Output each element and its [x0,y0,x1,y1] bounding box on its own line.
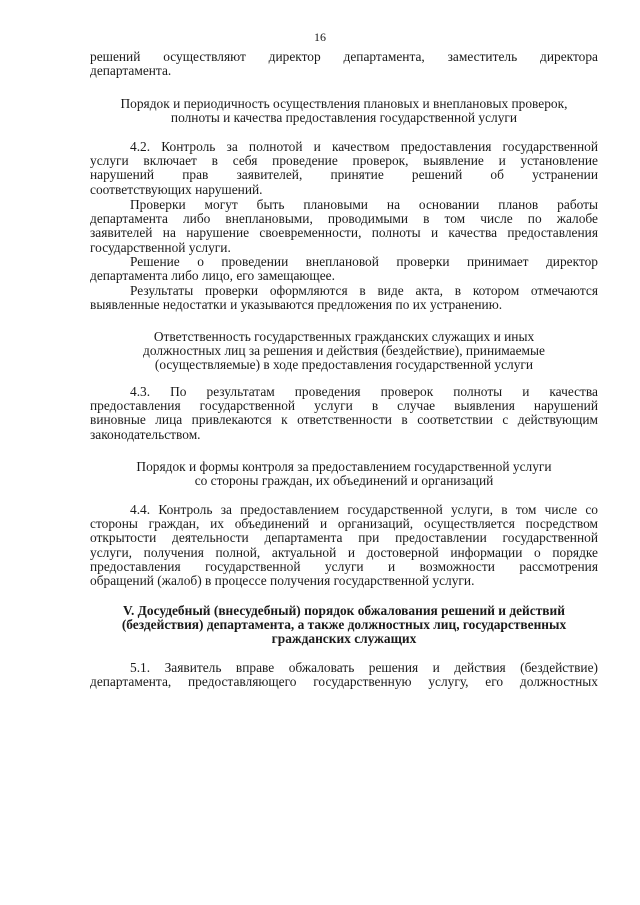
heading-line: со стороны граждан, их объединений и организаций [194,473,494,489]
text-line: Проверки могут быть плановыми на основании планов работы [130,197,598,212]
heading-line: должностных лиц за решения и действия (бездействие), принимаемые [143,343,545,359]
section-heading-responsibility [90,330,598,373]
text-line: открытости деятельности департамента при предоставлении государственной [90,530,598,546]
text-line: виновные лица привлекаются к ответственности в соответствии с действующим [90,412,598,428]
text-line: департамента либо лицо, его замещающее. [90,268,335,284]
text-line: департамента, предоставляющего государственную услугу, его должностных [90,674,598,690]
heading-line: полноты и качества предоставления государственной услуги [170,110,518,126]
text-line: соответствующих нарушений. [90,181,263,197]
intro-line: департамента. [90,63,172,79]
paragraph-checks [90,198,598,255]
text-line: 4.3. По результатам проведения проверок полноты и качества [130,384,598,399]
text-line: нарушений прав заявителей, принятие решений об устранении [90,167,598,183]
text-line: обращений (жалоб) в процессе получения государственной услуги. [90,573,475,589]
text-line: департамента либо внеплановыми, проводимыми в том числе по жалобе [90,211,598,227]
paragraph-4-3 [90,385,598,442]
text-line: стороны граждан, их объединений и организаций, осуществляется посредством [90,516,598,532]
paragraph-5-1 [90,661,598,689]
heading-line: (осуществляемые) в ходе предоставления государственной услуги [154,357,534,373]
intro-paragraph [90,50,598,78]
text-line: услуги включает в себя проведение проверок, выявление и установление [90,153,598,169]
heading-line: Порядок и периодичность осуществления плановых и внеплановых проверок, [120,96,568,111]
section-heading-plan [90,97,598,125]
intro-line: решений осуществляют директор департамента, заместитель директора [90,49,598,64]
heading-line: Ответственность государственных гражданских служащих и иных [153,329,535,344]
heading-line: гражданских служащих [271,631,417,647]
text-line: 5.1. Заявитель вправе обжаловать решения и действия (бездействие) [130,660,598,675]
text-line: законодательством. [90,426,201,442]
section-heading-appeal [90,604,598,647]
paragraph-results [90,284,598,312]
text-line: 4.4. Контроль за предоставлением государственной услуги, в том числе со [130,502,598,517]
paragraph-4-2 [90,140,598,197]
heading-line: V. Досудебный (внесудебный) порядок обжалования решений и действий [123,603,565,618]
text-line: предоставления государственной услуги и возможности рассмотрения [90,558,598,574]
text-line: выявленные недостатки и указываются предложения по их устранению. [90,297,503,313]
text-line: Результаты проверки оформляются в виде акта, в котором отмечаются [130,283,598,298]
text-line: предоставления государственной услуги в случае выявления нарушений [90,398,598,414]
heading-line: (бездействия) департамента, а также должностных лиц, государственных [121,617,567,633]
paragraph-decision [90,255,598,283]
paragraph-4-4 [90,503,598,588]
page-number: 16 [314,30,326,44]
heading-line: Порядок и формы контроля за предоставлением государственной услуги [136,459,552,474]
text-line: заявителей на нарушение своевременности, полноты и качества предоставления [90,225,598,241]
text-line: Решение о проведении внеплановой проверки принимает директор [130,254,598,269]
text-line: 4.2. Контроль за полнотой и качеством предоставления государственной [130,139,598,154]
text-line: услуги, получения полной, актуальной и достоверной информации о порядке [90,544,598,560]
section-heading-citizens [90,460,598,488]
text-line: государственной услуги. [90,239,231,255]
